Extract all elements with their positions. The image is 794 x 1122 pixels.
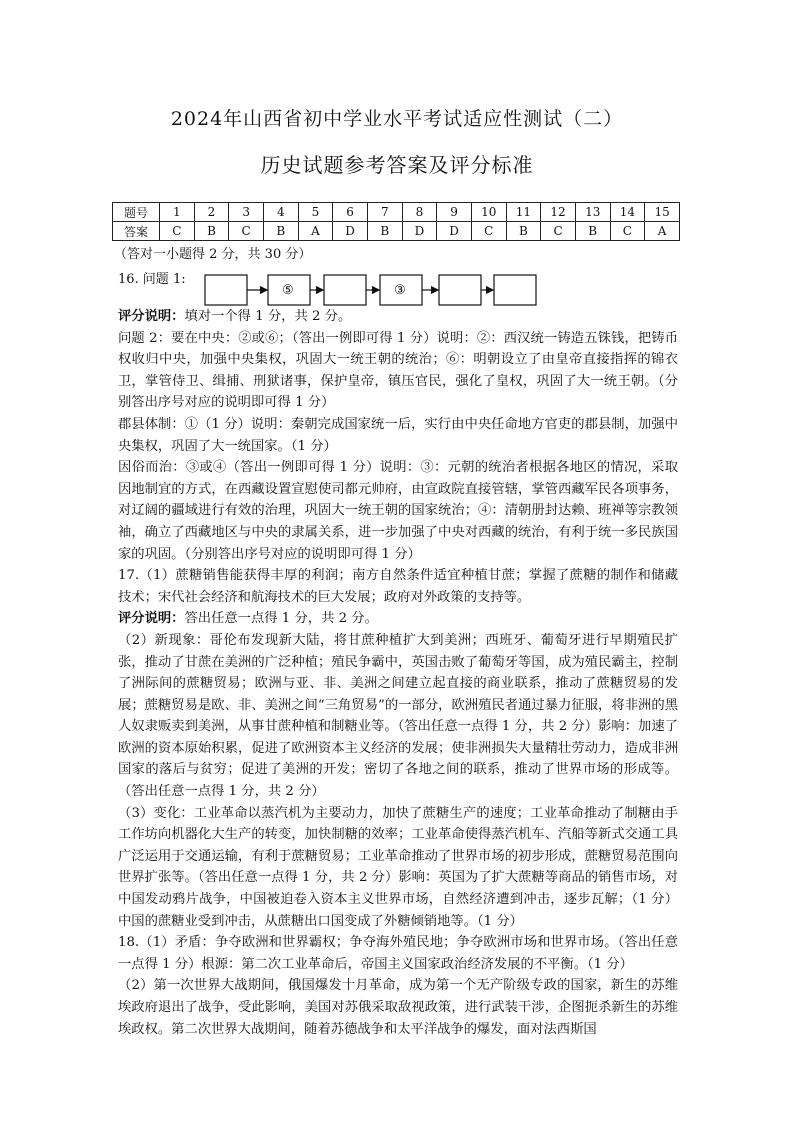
question-number: 4 <box>263 203 298 222</box>
question-number: 12 <box>541 203 576 222</box>
answer-cell: C <box>541 222 576 241</box>
answer-cell: C <box>471 222 506 241</box>
flow-boxes <box>204 272 544 308</box>
flow-box-5 <box>439 275 481 305</box>
paragraph-text: （2）第一次世界大战期间，俄国爆发十月革命，成为第一个无产阶级专政的国家，新生的苏维埃政府退出了战争，受此影响，美国对苏俄采取敌视政策，进行武装干涉，企图扼杀新生的苏维埃政权。第二次世界大战期间，随着苏德战争和太平洋战争的爆发，面对法西斯国 <box>118 978 678 1037</box>
question-number: 6 <box>333 203 368 222</box>
paragraph-text: 问题 2：要在中央：②或⑥；（答出一例即可得 1 分）说明：②：西汉统一铸造五铢钱，把铸币权收归中央，加强中央集权，巩固大一统王朝的统治；⑥：明朝设立了由皇帝直接指挥的锦衣卫，掌管侍卫、缉捕、刑狱诸事，保护皇帝，镇压官民，强化了皇权，巩固了大一统王朝。（分别答出序号对应的说明即可得 1 分） <box>118 330 678 411</box>
question-number: 3 <box>229 203 264 222</box>
answer-cell: A <box>645 222 680 241</box>
flow-box-6 <box>494 275 536 305</box>
answer-cell: A <box>298 222 333 241</box>
question-number: 11 <box>506 203 541 222</box>
answer-cell: B <box>194 222 229 241</box>
answer-body <box>118 306 678 1040</box>
paragraph-text: 郡县体制：①（1 分）说明：秦朝完成国家统一后，实行由中央任命地方官吏的郡县制，加强中央集权，巩固了大一统国家。（1 分） <box>118 416 678 454</box>
answer-paragraph <box>118 630 678 803</box>
scoring-note-label: 评分说明： <box>118 611 185 627</box>
answer-cell: B <box>575 222 610 241</box>
answer-cell: C <box>229 222 264 241</box>
paragraph-text: 18.（1）矛盾：争夺欧洲和世界霸权；争夺海外殖民地；争夺欧洲市场和世界市场。（答出任意一点得 1 分）根源：第二次工业革命后，帝国主义国家政治经济发展的不平衡。（1 分） <box>118 935 678 972</box>
question-number: 14 <box>610 203 645 222</box>
sequence-flow-diagram <box>204 272 544 308</box>
flow-box-label: ⑤ <box>282 283 294 298</box>
table-scoring-note: （答对一小题得 2 分，共 30 分） <box>114 247 312 262</box>
flow-box-1 <box>205 275 247 305</box>
question-number: 1 <box>160 203 195 222</box>
paragraph-text: 填对一个得 1 分，共 2 分。 <box>184 309 352 324</box>
answer-cell: D <box>333 222 368 241</box>
answer-paragraph <box>118 414 678 457</box>
answer-cell: B <box>263 222 298 241</box>
answer-paragraph <box>118 565 678 608</box>
answer-cell: D <box>437 222 472 241</box>
table-header-label: 题号 <box>113 203 160 222</box>
answer-paragraph <box>118 328 678 414</box>
paragraph-text: （2）新现象：哥伦布发现新大陆，将甘蔗种植扩大到美洲；西班牙、葡萄牙进行早期殖民扩张，推动了甘蔗在美洲的广泛种植；殖民争霸中，英国击败了葡萄牙等国，成为殖民霸主，控制了洲际间的蔗糖贸易；欧洲与亚、非、美洲之间建立起直接的商业联系，推动了蔗糖贸易的发展；蔗糖贸易是欧、非、美洲之间“三角贸易”的一部分，欧洲殖民者通过暴力征服，将非洲的黑人奴隶贩卖到美洲，从事甘蔗种植和制糖业等。（答出任意一点得 1 分，共 2 分）影响：加速了欧洲的资本原始积累，促进了欧洲资本主义经济的发展；使非洲损失大量精壮劳动力，造成非洲国家的落后与贫穷；促进了美洲的开发；密切了各地之间的联系，推动了世界市场的形成等。（答出任意一点得 1 分，共 2 分） <box>118 632 678 800</box>
answer-table-answer-row <box>113 222 680 241</box>
answer-paragraph <box>118 306 678 328</box>
answer-cell: B <box>367 222 402 241</box>
paragraph-text: 因俗而治：③或④（答出一例即可得 1 分）说明：③：元朝的统治者根据各地区的情况，采取因地制宜的方式，在西藏设置宣慰使司都元帅府，由宣政院直接管辖，掌管西藏军民各项事务，对辽阔的疆域进行有效的治理，巩固大一统王朝的国家统治；④：清朝册封达赖、班禅等宗教领袖，确立了西藏地区与中央的隶属关系，进一步加强了中央对西藏的统治，有利于统一多民族国家的巩固。（分别答出序号对应的说明即可得 1 分） <box>118 460 678 562</box>
page-title: 2024年山西省初中学业水平考试适应性测试（二） <box>170 108 624 130</box>
flow-box-label: ③ <box>394 283 406 298</box>
question-number: 15 <box>645 203 680 222</box>
page-subtitle: 历史试题参考答案及评分标准 <box>260 153 534 177</box>
question-number: 8 <box>402 203 437 222</box>
flow-box-3 <box>324 275 366 305</box>
answer-paragraph <box>118 932 678 975</box>
question-number: 5 <box>298 203 333 222</box>
question-number: 13 <box>575 203 610 222</box>
question-16-label: 16. 问题 1: <box>118 272 186 287</box>
paragraph-text: （3）变化：工业革命以蒸汽机为主要动力，加快了蔗糖生产的速度；工业革命推动了制糖由手工作坊向机器化大生产的转变，加快制糖的效率；工业革命使得蒸汽机车、汽船等新式交通工具广泛运用于交通运输，有利于蔗糖贸易；工业革命推动了世界市场的初步形成，蔗糖贸易范围向世界扩张等。（答出任意一点得 1 分，共 2 分）影响：英国为了扩大蔗糖等商品的销售市场，对中国发动鸦片战争，中国被迫卷入资本主义世界市场，自然经济遭到冲击，逐步瓦解；（1 分）中国的蔗糖业受到冲击，从蔗糖出口国变成了外糖倾销地等。（1 分） <box>118 805 678 929</box>
answer-cell: D <box>402 222 437 241</box>
question-number: 7 <box>367 203 402 222</box>
answer-cell: C <box>610 222 645 241</box>
answer-paragraph <box>118 457 678 565</box>
answer-paragraph <box>118 803 678 933</box>
answer-table-header-row <box>113 203 680 222</box>
paragraph-text: 17.（1）蔗糖销售能获得丰厚的利润；南方自然条件适宜种植甘蔗；掌握了蔗糖的制作和储藏技术；宋代社会经济和航海技术的巨大发展；政府对外政策的支持等。 <box>118 568 678 605</box>
table-answer-label: 答案 <box>113 222 160 241</box>
answer-table <box>112 202 680 241</box>
scoring-note-label: 评分说明： <box>118 309 185 324</box>
question-number: 10 <box>471 203 506 222</box>
question-number: 9 <box>437 203 472 222</box>
answer-cell: B <box>506 222 541 241</box>
answer-paragraph <box>118 608 678 630</box>
question-number: 2 <box>194 203 229 222</box>
answer-paragraph <box>118 975 678 1040</box>
answer-cell: C <box>160 222 195 241</box>
paragraph-text: 答出任意一点得 1 分，共 2 分。 <box>184 611 378 627</box>
